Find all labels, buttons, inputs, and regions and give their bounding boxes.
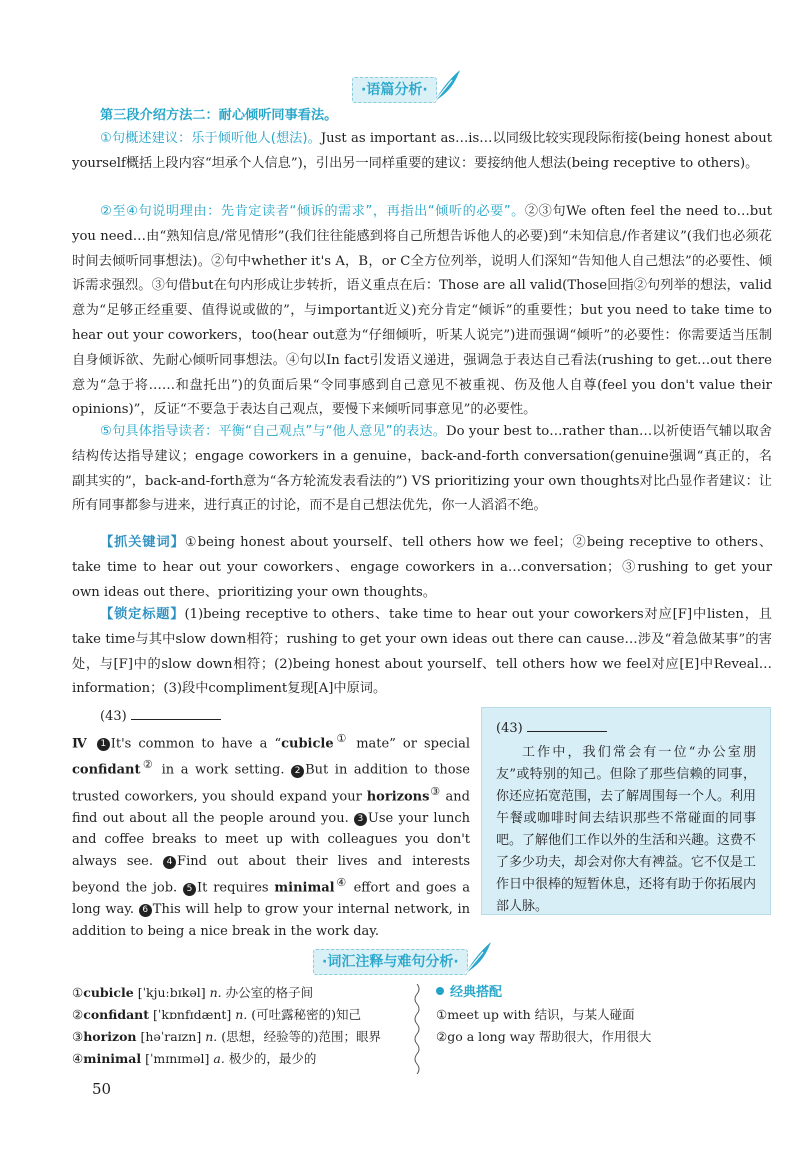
section-banner-text-analysis <box>352 77 437 103</box>
analysis-point-3-highlight: ⑤句具体指导读者：平衡“自己观点”与“他人意见”的表达。 <box>100 424 447 439</box>
sentence-marker-4: 4 <box>163 856 176 869</box>
translation-box <box>481 707 771 915</box>
analysis-point-1 <box>72 127 772 177</box>
sentence-marker-5: 5 <box>183 883 196 896</box>
keywords-text: ①being honest about yourself、tell others how we feel；②being receptive to others、take time to hear out your coworkers、engage coworkers in a…conversation；③rushing to get your own ideas out there、prioritizing your own thoughts。 <box>72 535 773 600</box>
translation-text: 工作中，我们常会有一位“办公室朋友”或特别的知己。但除了那些信赖的同事，你还应拓宽范围，去了解周围每一个人。利用午餐或咖啡时间去结识那些不常碰面的同事吧。了解他们工作以外的生活和兴趣。这费不了多少功夫，却会对你大有裨益。它不仅是工作日中很棒的短暂休息，还将有助于你拓展内部人脉。 <box>496 745 757 914</box>
vocab-list <box>72 982 402 1070</box>
vocab-item: ①cubicle [ˈkjuːbɪkəl] n. 办公室的格子间 <box>72 985 314 1000</box>
phrase-item: ①meet up with 结识，与某人碰面 <box>436 1007 635 1022</box>
sentence-marker-3: 3 <box>354 813 367 826</box>
banner-title: ·词汇注释与难句分析· <box>322 954 459 970</box>
sentence-marker-1: 1 <box>97 738 110 751</box>
answer-blank <box>131 707 221 720</box>
vocab-item: ④minimal [ˈmɪnɪməl] a. 极少的，最少的 <box>72 1051 317 1066</box>
english-passage <box>72 706 470 942</box>
phrase-item: ②go a long way 帮助很大，作用很大 <box>436 1029 652 1044</box>
bullet-dot-icon <box>436 987 444 995</box>
page-number: 50 <box>92 1080 112 1098</box>
analysis-point-1-highlight: ①句概述建议：乐于倾听他人(想法)。 <box>100 131 321 146</box>
vocab-item: ②confidant [ˈkɒnfɪdænt] n. (可吐露秘密的)知己 <box>72 1007 362 1022</box>
paragraph-roman-numeral: Ⅳ <box>72 735 90 751</box>
translation-blank <box>527 719 607 732</box>
analysis-point-3 <box>72 420 772 519</box>
section-banner-vocab <box>313 949 468 975</box>
feather-pen-icon <box>430 68 464 104</box>
vocab-word-confidant: confidant <box>72 762 141 778</box>
analysis-point-2-text: ②③句We often feel the need to…but you need…由“熟知信息/常见情形”(我们往往能感到将自己所想告诉他人的必要)到“未知信息/作者建议”(我们也必须花时间去倾听同事想法)。②句中whether it's A，B，or C全方位列举，说明人们深知“告知他人自己想法”的必要性、倾诉需求强烈。③句借but在句内形成让步转折，语义重点在后：Those are all valid(Those回指②句列举的想法，valid意为“足够正经重要、值得说或做的”，与important近义)充分肯定“倾诉”的重要性；but you need to take time to hear out your coworkers，too(hear out意为“仔细倾听，听某人说完”)进而强调“倾听”的必要性：你需要适当压制自身倾诉欲、先耐心倾听同事想法。④句以In fact引发语义递进，强调急于表达自己看法(rushing to get…out there意为“急于将……和盘托出”)的负面后果“令同事感到自己意见不被重视、伤及他人自尊(feel you don't value their opinions)”，反证“不要急于表达自己观点，要慢下来倾听同事意见”的必要性。 <box>72 204 772 418</box>
analysis-point-1-text: Just as important as…is…以同级比较实现段际衔接(being honest about yourself概括上段内容“坦承个人信息”)，引出另一同样重要的建议：要接纳他人想法(being receptive to others)。 <box>72 131 772 171</box>
translation-number: (43) <box>496 718 756 740</box>
analysis-heading: 第三段介绍方法二：耐心倾听同事看法。 <box>100 108 338 123</box>
title-lock-label: 【锁定标题】 <box>100 607 185 622</box>
analysis-point-2 <box>72 200 772 423</box>
analysis-point-3-text: Do your best to…rather than…以祈使语气辅以取舍结构传达指导建议；engage coworkers in a genuine，back-and-forth conversation(genuine强调“真正的，名副其实的”，back-and-forth意为“各方轮流发表看法的”) VS prioritizing your own thoughts对比凸显作者建议：让所有同事都参与进来，进行真正的讨论，而不是自己想法优先，你一人滔滔不绝。 <box>72 424 772 514</box>
sentence-marker-6: 6 <box>139 904 152 917</box>
vocab-word-horizons: horizons <box>366 789 430 805</box>
phrase-list <box>436 982 766 1048</box>
vocab-item: ③horizon [həˈraɪzn] n. (思想，经验等的)范围；眼界 <box>72 1029 381 1044</box>
question-number: (43) <box>100 706 470 728</box>
banner-title: ·语篇分析· <box>361 82 428 98</box>
sentence-marker-2: 2 <box>291 765 304 778</box>
keywords-block <box>72 531 772 605</box>
feather-pen-icon <box>461 940 495 976</box>
vocab-word-cubicle: cubicle <box>281 735 334 751</box>
passage-body: Ⅳ 1 It's common to have a “cubicle① mate” or special confidant② in a work setting. 2 But in addition to those trusted coworkers, you should expand your horizons③ and find out about all the people around you. 3 Use your lunch and coffee breaks to meet up with colleagues you don't always see. 4 Find out about their lives and interests beyond the job. 5 It requires minimal④ effort and goes a long way. 6 This will help to grow your internal network, in addition to being a nice break in the work day. <box>72 731 471 939</box>
vocab-word-minimal: minimal <box>274 880 335 896</box>
title-lock-block <box>72 603 772 702</box>
analysis-point-2-highlight: ②至④句说明理由：先肯定读者“倾诉的需求”，再指出“倾听的必要”。 <box>100 204 525 219</box>
title-lock-text: (1)being receptive to others、take time to hear out your coworkers对应[F]中listen，且take time与其中slow down相符；rushing to get your own ideas out there can cause…涉及“着急做某事”的害处，与[F]中的slow down相符；(2)being honest about yourself、tell others how we feel对应[E]中Reveal…information；(3)段中compliment复现[A]中原词。 <box>72 607 772 697</box>
keywords-label: 【抓关键词】 <box>100 535 185 550</box>
wavy-divider <box>412 984 422 1074</box>
phrase-title: 经典搭配 <box>436 982 766 1004</box>
